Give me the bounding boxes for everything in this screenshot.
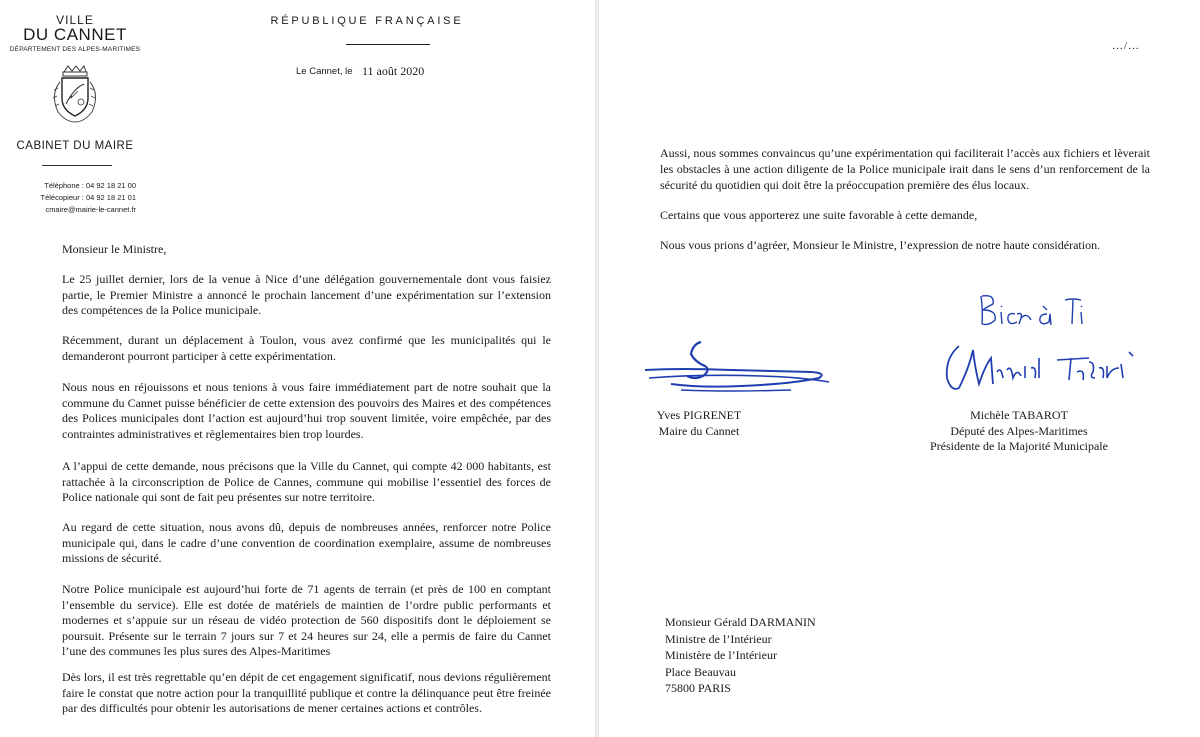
signatory-name: Yves PIGRENET (656, 408, 742, 422)
paragraph (660, 207, 1150, 223)
recipient-line: Ministre de l’Intérieur (665, 631, 772, 646)
cabinet-label: CABINET DU MAIRE (16, 140, 134, 152)
department-label: DÉPARTEMENT DES ALPES-MARITIMES (9, 46, 141, 53)
letter-page-2 (599, 0, 1200, 737)
paragraph (62, 272, 551, 319)
paragraph (62, 459, 551, 506)
signature-pigrenet (641, 340, 833, 398)
paragraph-text: Aussi, nous sommes convaincus qu’une expérimentation qui faciliterait l’accès aux fichiers et lèverait les obstacles à une action diligente de la Police municipale irait dans le sens d’un renforcement de la sécurité du quotidien qui doit être la préoccupation première des élus locaux. (660, 146, 1150, 192)
signatory-tabarot (919, 408, 1119, 455)
paragraph (660, 237, 1150, 253)
date-label: Le Cannet, le (296, 66, 353, 77)
paragraph (660, 145, 1150, 193)
paragraph-text: Certains que vous apporterez une suite favorable à cette demande, (660, 208, 978, 222)
paragraph (62, 380, 551, 442)
paragraph (62, 582, 551, 660)
continuation-mark: …/… (1112, 40, 1141, 52)
republique-label: RÉPUBLIQUE FRANÇAISE (270, 15, 464, 27)
recipient-line: Monsieur Gérald DARMANIN (665, 615, 816, 629)
paragraph-text: A l’appui de cette demande, nous précisons que la Ville du Cannet, qui compte 42 000 habitants, est rattachée à la circonscription de Police de Cannes, commune qui mobilise l’essentiel des forces de Police nationale qui sont de fait peu présentes sur notre territoire. (62, 459, 551, 504)
signatory-name: Michèle TABAROT (970, 408, 1068, 422)
signatory-title-2: Présidente de la Majorité Municipale (930, 439, 1108, 453)
paragraph-text: Nous vous prions d’agréer, Monsieur le Ministre, l’expression de notre haute considération. (660, 238, 1101, 252)
coat-of-arms-icon (48, 64, 100, 126)
paragraph-text: Dès lors, il est très regrettable qu’en dépit de cet engagement significatif, nous devions régulièrement faire le constat que notre action pour la tranquillité publique et contre la délinquance peut être freinée par des difficultés pour obtenir les autorisations de mener certaines actions et contrôles. (62, 670, 551, 715)
paragraph-text: Au regard de cette situation, nous avons dû, depuis de nombreuses années, renforcer notre Police municipale qui, dans le cadre d’une convention de coordination exemplaire, assume de nombreuses missions de sécurité. (62, 520, 551, 565)
fax-number: Télécopieur : 04 92 18 21 01 (40, 193, 136, 202)
paragraph-text: Récemment, durant un déplacement à Toulon, vous avez confirmé que les municipalités qui le demanderont pourront participer à cette expérimentation. (62, 333, 551, 363)
date-value: 11 août 2020 (362, 64, 425, 78)
paragraph (62, 670, 551, 717)
paragraph (62, 333, 551, 364)
handwritten-note (977, 290, 1097, 330)
letter-page-1 (0, 0, 595, 737)
ville-name: DU CANNET (23, 25, 127, 44)
paragraph-text: Le 25 juillet dernier, lors de la venue à Nice d’une délégation gouvernementale dont vous faisiez partie, le Premier Ministre a annoncé le prochain lancement d’une expérimentation sur l’extension des compétences de la Police municipale. (62, 272, 551, 317)
recipient-line: Ministère de l’Intérieur (665, 648, 777, 662)
email-address: cmaire@mairie-le-cannet.fr (45, 205, 136, 214)
recipient-line: Place Beauvau (665, 664, 736, 679)
paragraph-text: Notre Police municipale est aujourd’hui forte de 71 agents de terrain (et près de 100 en comptant l’ensemble du service). Elle est dotée de matériels de maintien de l’ordre public performants et modernes et s’appuie sur un réseau de vidéo protection de 560 dispositifs dont le déploiement se poursuit. Présente sur le terrain 7 jours sur 7 et 24 heures sur 24, elle a permis de faire du Cannet l’une des communes les plus sures des Alpes-Maritimes (62, 582, 551, 658)
signatory-title: Maire du Cannet (658, 423, 740, 438)
recipient-line: 75800 PARIS (665, 681, 731, 695)
signatory-pigrenet (629, 408, 769, 439)
phone-number: Téléphone : 04 92 18 21 00 (44, 181, 136, 190)
recipient-address (665, 614, 816, 697)
signature-tabarot (939, 338, 1139, 398)
ville-label: VILLE (56, 13, 94, 27)
divider (42, 165, 112, 166)
paragraph (62, 520, 551, 567)
divider (346, 44, 430, 45)
paragraph-text: Nous nous en réjouissons et nous tenions à vous faire immédiatement part de notre souhait que la commune du Cannet puisse bénéficier de cette extension des pouvoirs des Maires et des compétences des Polices municipales dont l’action est aujourd’hui trop souvent limitée, voire empêchée, par des contraintes administratives et règlementaires bien trop lourdes. (62, 380, 551, 441)
salutation: Monsieur le Ministre, (62, 242, 167, 256)
signatory-title: Député des Alpes-Maritimes (950, 423, 1088, 438)
